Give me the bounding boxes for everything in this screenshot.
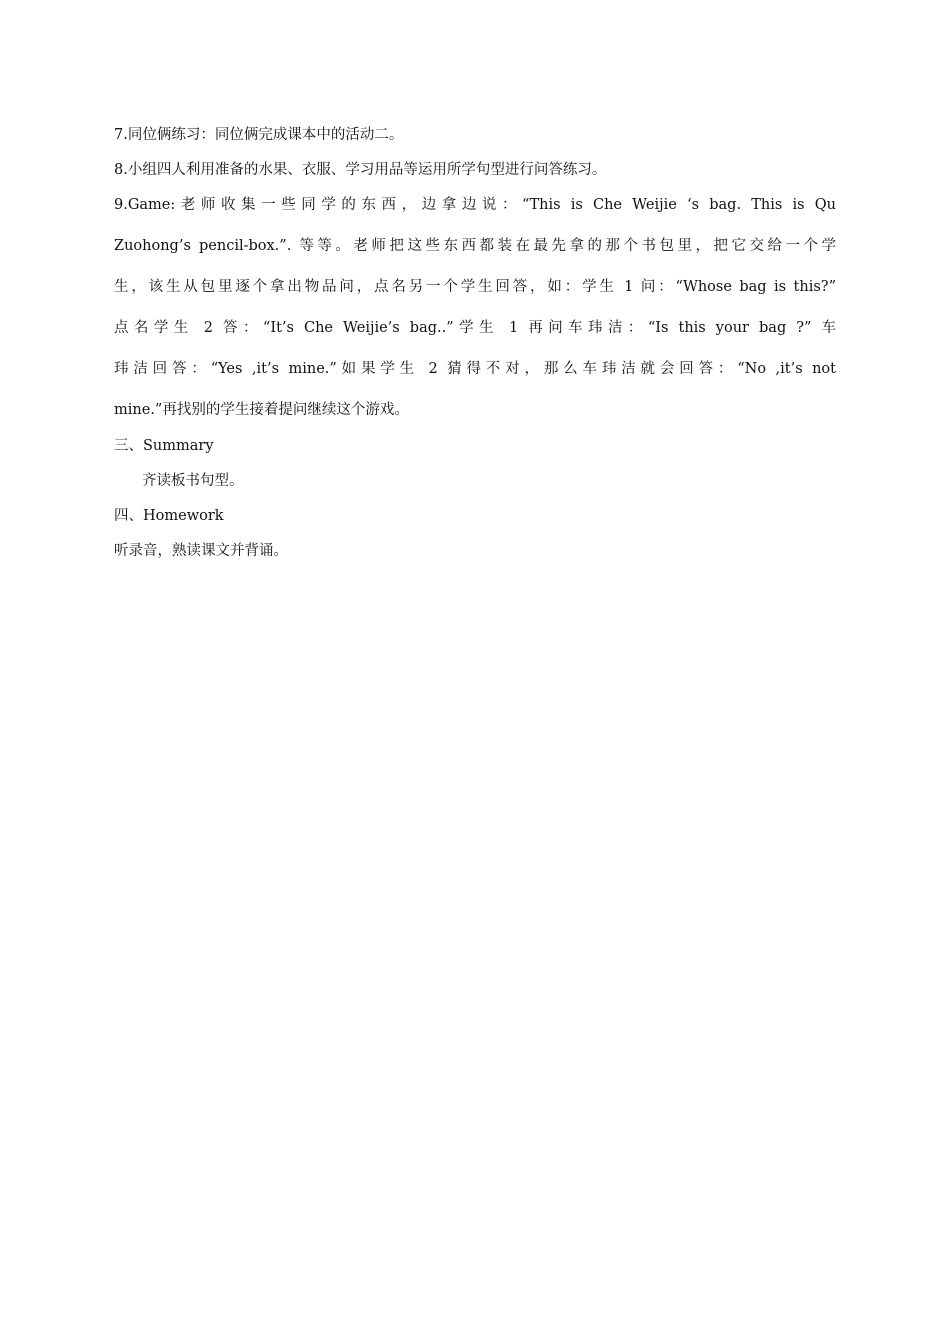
paragraph-line: 点名学生 2 答：“It’s Che Weijie’s bag..”学生 1 再问车玮洁：“Is this your bag ?” 车: [114, 320, 836, 336]
paragraph-line: 玮洁回答：“Yes ,it’s mine.”如果学生 2 猜得不对，那么车玮洁就会回答：“No ,it’s not: [114, 361, 836, 377]
section-heading-summary: 三、Summary: [114, 438, 214, 454]
document-content: [114, 122, 836, 565]
list-item-7: 7.同位俩练习：同位俩完成课本中的活动二。: [114, 127, 404, 143]
list-item-8: 8.小组四人利用准备的水果、衣服、学习用品等运用所学句型进行问答练习。: [114, 162, 607, 178]
paragraph-line: mine.”再找别的学生接着提问继续这个游戏。: [114, 402, 409, 418]
section-body-homework: 听录音，熟读课文并背诵。: [114, 543, 288, 559]
paragraph-line: 生，该生从包里逐个拿出物品问，点名另一个学生回答，如：学生 1 问：“Whose bag is this?”: [114, 279, 836, 295]
list-item-9: [114, 185, 836, 431]
section-heading-homework: 四、Homework: [114, 508, 224, 524]
section-body-summary: 齐读板书句型。: [142, 473, 244, 489]
paragraph-line: Zuohong’s pencil-box.”. 等等。老师把这些东西都装在最先拿的那个书包里，把它交给一个学: [114, 238, 836, 254]
paragraph-line: 9.Game:老师收集一些同学的东西，边拿边说：“This is Che Weijie ‘s bag. This is Qu: [114, 197, 836, 213]
